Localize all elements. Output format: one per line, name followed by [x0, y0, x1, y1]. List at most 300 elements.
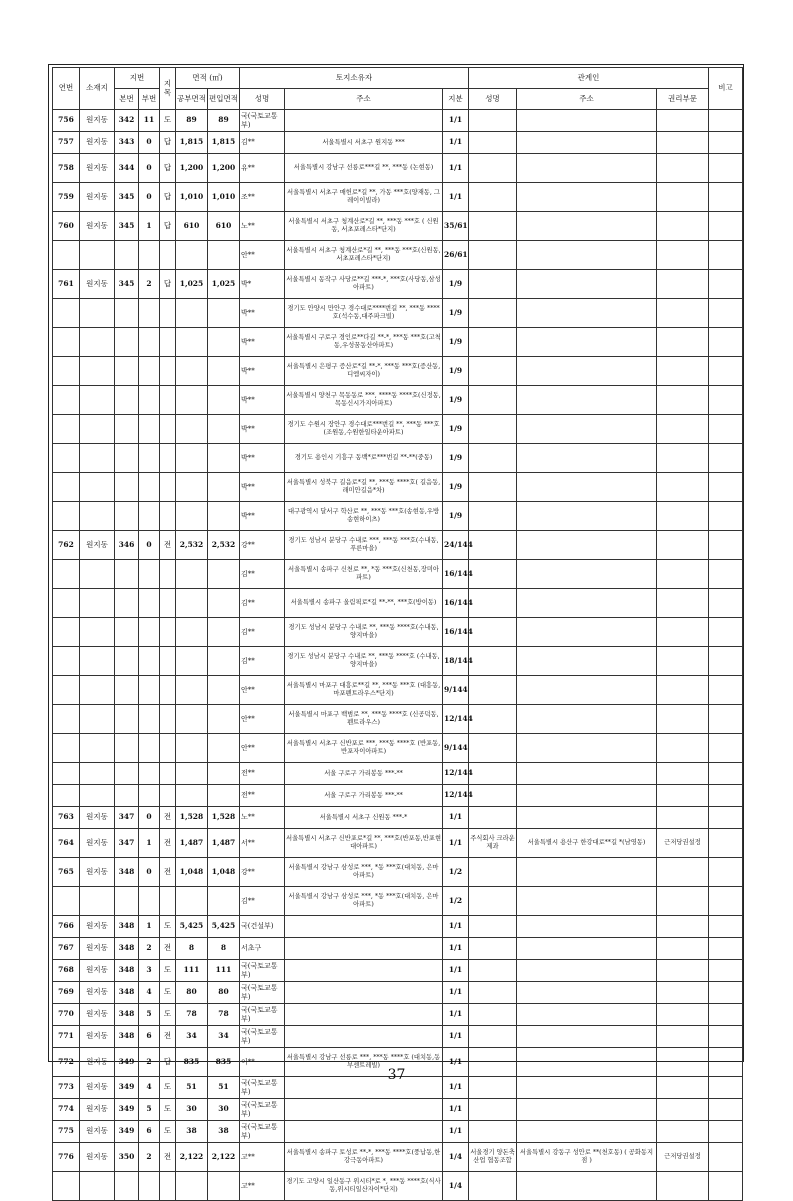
- cell-lot-main: 349: [115, 1077, 139, 1099]
- cell-lot-main: 350: [115, 1143, 139, 1172]
- cell-location: [80, 887, 115, 916]
- cell-owner-name: 고**: [240, 1172, 285, 1201]
- cell-rh-right: [657, 938, 709, 960]
- cell-lot-sub: [139, 1172, 160, 1201]
- cell-share: 35/61: [443, 212, 469, 241]
- cell-owner-address: 서울특별시 서초구 청계산로*길 **, ***동 ***호 ( 신원동, 서초포레스타*단지): [285, 212, 443, 241]
- cell-owner-name: 국(국토교통부): [240, 1121, 285, 1143]
- table-row: [53, 444, 743, 473]
- cell-lot-sub: 4: [139, 1077, 160, 1099]
- cell-share: 1/1: [443, 1048, 469, 1077]
- cell-share: 1/1: [443, 1004, 469, 1026]
- cell-rh-address: [517, 386, 657, 415]
- cell-area-official: [176, 676, 208, 705]
- cell-land-type: 전: [160, 807, 176, 829]
- cell-rh-address: [517, 618, 657, 647]
- cell-rh-address: [517, 270, 657, 299]
- cell-area-incorp: 30: [208, 1099, 240, 1121]
- cell-area-incorp: 78: [208, 1004, 240, 1026]
- header-owner-name: 성명: [240, 89, 285, 110]
- cell-owner-name: 국(국토교통부): [240, 1077, 285, 1099]
- cell-owner-name: 이**: [240, 1048, 285, 1077]
- cell-rh-name: 주식회사 크라운제과: [469, 829, 517, 858]
- table-row: [53, 982, 743, 1004]
- cell-land-type: 답: [160, 212, 176, 241]
- cell-lot-main: [115, 734, 139, 763]
- cell-remark: [709, 386, 743, 415]
- cell-land-type: [160, 241, 176, 270]
- cell-share: 1/9: [443, 328, 469, 357]
- cell-row-no: 765: [53, 858, 80, 887]
- cell-rh-address: [517, 982, 657, 1004]
- cell-rh-name: [469, 299, 517, 328]
- cell-row-no: [53, 241, 80, 270]
- cell-rh-address: [517, 357, 657, 386]
- cell-owner-name: 국(국토교통부): [240, 1099, 285, 1121]
- cell-lot-sub: 2: [139, 1048, 160, 1077]
- cell-area-incorp: [208, 328, 240, 357]
- cell-owner-address: 서울특별시 송파구 올림픽로*길 **-**, ***호(방이동): [285, 589, 443, 618]
- cell-rh-right: [657, 502, 709, 531]
- cell-area-official: [176, 763, 208, 785]
- cell-owner-address: 경기도 용인시 기흥구 동백*로***번길 **-**(중동): [285, 444, 443, 473]
- cell-area-incorp: 34: [208, 1026, 240, 1048]
- cell-owner-address: [285, 1099, 443, 1121]
- cell-row-no: 774: [53, 1099, 80, 1121]
- cell-rh-address: [517, 328, 657, 357]
- cell-owner-name: 강**: [240, 531, 285, 560]
- cell-rh-address: [517, 858, 657, 887]
- header-area-official: 공부면적: [176, 89, 208, 110]
- cell-location: 원지동: [80, 183, 115, 212]
- cell-land-type: [160, 647, 176, 676]
- cell-owner-name: 김**: [240, 887, 285, 916]
- cell-location: 원지동: [80, 960, 115, 982]
- cell-lot-main: 345: [115, 270, 139, 299]
- cell-area-incorp: 1,200: [208, 154, 240, 183]
- cell-rh-right: [657, 183, 709, 212]
- table-row: [53, 785, 743, 807]
- cell-lot-main: 342: [115, 110, 139, 132]
- cell-lot-sub: [139, 299, 160, 328]
- cell-share: 1/1: [443, 829, 469, 858]
- cell-rh-address: [517, 241, 657, 270]
- cell-lot-main: [115, 887, 139, 916]
- cell-owner-address: 서울특별시 동작구 사당로**길 ***-*, ***호(사당동,삼성아파트): [285, 270, 443, 299]
- cell-row-no: [53, 386, 80, 415]
- cell-location: 원지동: [80, 938, 115, 960]
- cell-lot-main: 348: [115, 938, 139, 960]
- cell-location: [80, 415, 115, 444]
- cell-land-type: [160, 502, 176, 531]
- cell-area-official: 1,200: [176, 154, 208, 183]
- cell-owner-name: 박**: [240, 473, 285, 502]
- cell-rh-name: [469, 241, 517, 270]
- cell-row-no: [53, 763, 80, 785]
- cell-owner-name: 조**: [240, 183, 285, 212]
- cell-remark: [709, 357, 743, 386]
- cell-owner-address: 경기도 수원시 장안구 경수대로***번길 **, ***동 ***호(조원동,수원한일타운아파트): [285, 415, 443, 444]
- cell-lot-sub: 2: [139, 938, 160, 960]
- cell-lot-main: [115, 473, 139, 502]
- cell-owner-address: 서울특별시 서초구 청계산로*길 **, ***동 ***호(신원동, 서초포레스타*단지): [285, 241, 443, 270]
- cell-area-incorp: 89: [208, 110, 240, 132]
- table-row: [53, 1121, 743, 1143]
- cell-land-type: 도: [160, 110, 176, 132]
- cell-remark: [709, 647, 743, 676]
- cell-remark: [709, 328, 743, 357]
- cell-row-no: [53, 887, 80, 916]
- cell-row-no: 775: [53, 1121, 80, 1143]
- cell-share: 1/2: [443, 887, 469, 916]
- cell-remark: [709, 560, 743, 589]
- cell-area-official: 34: [176, 1026, 208, 1048]
- cell-location: 원지동: [80, 829, 115, 858]
- cell-row-no: [53, 618, 80, 647]
- cell-lot-sub: 0: [139, 154, 160, 183]
- cell-owner-name: 국(국토교통부): [240, 110, 285, 132]
- cell-rh-right: [657, 560, 709, 589]
- table-row: [53, 1172, 743, 1201]
- cell-area-incorp: [208, 676, 240, 705]
- header-rh-right: 권리부문: [657, 89, 709, 110]
- cell-owner-address: 서울특별시 서초구 신반포로*길 **, ***호(반포동,반포현대아파트): [285, 829, 443, 858]
- cell-rh-right: [657, 960, 709, 982]
- cell-lot-sub: [139, 618, 160, 647]
- cell-lot-sub: 6: [139, 1121, 160, 1143]
- cell-lot-main: 345: [115, 183, 139, 212]
- cell-rh-address: [517, 1121, 657, 1143]
- cell-rh-right: [657, 858, 709, 887]
- cell-area-incorp: 2,122: [208, 1143, 240, 1172]
- cell-owner-address: 경기도 성남시 분당구 수내로 **, ***동 ****호(수내동,양지마을): [285, 618, 443, 647]
- cell-lot-sub: [139, 676, 160, 705]
- cell-owner-name: 김**: [240, 132, 285, 154]
- table-row: [53, 705, 743, 734]
- cell-lot-sub: [139, 328, 160, 357]
- cell-owner-name: 국(국토교통부): [240, 960, 285, 982]
- table-row: [53, 502, 743, 531]
- cell-area-official: 1,025: [176, 270, 208, 299]
- cell-owner-address: [285, 960, 443, 982]
- cell-land-type: [160, 1172, 176, 1201]
- cell-area-official: 5,425: [176, 916, 208, 938]
- cell-lot-sub: [139, 444, 160, 473]
- cell-owner-name: 노**: [240, 212, 285, 241]
- cell-rh-right: [657, 1099, 709, 1121]
- cell-land-type: [160, 887, 176, 916]
- cell-owner-address: 서울특별시 서초구 신원동 ***-*: [285, 807, 443, 829]
- cell-rh-right: [657, 676, 709, 705]
- cell-lot-main: [115, 1172, 139, 1201]
- table-row: [53, 676, 743, 705]
- cell-area-incorp: 835: [208, 1048, 240, 1077]
- cell-rh-address: [517, 1026, 657, 1048]
- cell-remark: [709, 212, 743, 241]
- cell-lot-main: [115, 415, 139, 444]
- cell-location: 원지동: [80, 1004, 115, 1026]
- cell-owner-name: 김**: [240, 618, 285, 647]
- cell-area-incorp: 1,487: [208, 829, 240, 858]
- cell-land-type: [160, 386, 176, 415]
- cell-area-official: [176, 415, 208, 444]
- cell-owner-name: 국(건설부): [240, 916, 285, 938]
- cell-share: 1/1: [443, 1077, 469, 1099]
- cell-remark: [709, 734, 743, 763]
- cell-rh-right: [657, 299, 709, 328]
- cell-rh-right: [657, 473, 709, 502]
- header-area-incorp: 편입면적: [208, 89, 240, 110]
- cell-share: 16/144: [443, 589, 469, 618]
- cell-row-no: [53, 328, 80, 357]
- cell-share: 12/144: [443, 763, 469, 785]
- cell-area-incorp: [208, 386, 240, 415]
- cell-share: 16/144: [443, 560, 469, 589]
- cell-lot-main: 344: [115, 154, 139, 183]
- cell-rh-right: [657, 916, 709, 938]
- cell-remark: [709, 705, 743, 734]
- table-row: [53, 589, 743, 618]
- cell-location: 원지동: [80, 916, 115, 938]
- cell-share: 1/4: [443, 1143, 469, 1172]
- cell-owner-name: 고**: [240, 1143, 285, 1172]
- cell-rh-address: [517, 785, 657, 807]
- cell-land-type: [160, 473, 176, 502]
- table-row: [53, 299, 743, 328]
- cell-area-incorp: [208, 299, 240, 328]
- cell-area-official: [176, 785, 208, 807]
- cell-area-official: [176, 328, 208, 357]
- cell-owner-name: 안**: [240, 241, 285, 270]
- cell-land-type: 도: [160, 1121, 176, 1143]
- cell-location: [80, 763, 115, 785]
- table-row: [53, 212, 743, 241]
- cell-rh-name: [469, 1099, 517, 1121]
- cell-lot-sub: [139, 887, 160, 916]
- cell-area-official: 30: [176, 1099, 208, 1121]
- cell-rh-right: [657, 415, 709, 444]
- cell-location: [80, 589, 115, 618]
- cell-location: [80, 328, 115, 357]
- cell-rh-name: [469, 647, 517, 676]
- cell-rh-name: [469, 270, 517, 299]
- cell-owner-address: 서울특별시 구로구 경인로**다길 **-*, ***동 ***호(고척동,우성꿈동산아파트): [285, 328, 443, 357]
- cell-lot-sub: 0: [139, 858, 160, 887]
- cell-land-type: 전: [160, 1143, 176, 1172]
- cell-area-official: 78: [176, 1004, 208, 1026]
- cell-location: 원지동: [80, 1121, 115, 1143]
- cell-share: 1/1: [443, 916, 469, 938]
- cell-remark: [709, 1026, 743, 1048]
- table-row: [53, 618, 743, 647]
- table-row: [53, 415, 743, 444]
- cell-lot-main: [115, 618, 139, 647]
- cell-share: 1/9: [443, 415, 469, 444]
- cell-lot-main: [115, 560, 139, 589]
- table-row: [53, 110, 743, 132]
- cell-owner-name: 김**: [240, 560, 285, 589]
- cell-remark: [709, 982, 743, 1004]
- cell-lot-sub: [139, 415, 160, 444]
- cell-rh-name: [469, 887, 517, 916]
- cell-rh-right: [657, 705, 709, 734]
- header-rh-name: 성명: [469, 89, 517, 110]
- header-area: 면적 (㎡): [176, 68, 240, 89]
- cell-rh-address: [517, 110, 657, 132]
- cell-lot-sub: [139, 473, 160, 502]
- cell-share: 9/144: [443, 734, 469, 763]
- cell-remark: [709, 299, 743, 328]
- cell-lot-main: 349: [115, 1099, 139, 1121]
- table-body: [53, 110, 743, 1201]
- cell-rh-name: [469, 763, 517, 785]
- cell-rh-name: 서울경기 양돈축산업 협동조합: [469, 1143, 517, 1172]
- cell-rh-name: [469, 1172, 517, 1201]
- cell-lot-sub: 0: [139, 132, 160, 154]
- cell-rh-right: [657, 328, 709, 357]
- cell-owner-name: 박**: [240, 444, 285, 473]
- cell-location: 원지동: [80, 132, 115, 154]
- cell-share: 1/4: [443, 1172, 469, 1201]
- cell-rh-address: [517, 589, 657, 618]
- cell-rh-name: [469, 386, 517, 415]
- table-row: [53, 270, 743, 299]
- cell-row-no: 762: [53, 531, 80, 560]
- cell-owner-address: 서울특별시 서초구 신반포로 ***, ***동 ****호 (반포동,반포자이아파트): [285, 734, 443, 763]
- cell-owner-name: 박**: [240, 386, 285, 415]
- cell-rh-address: [517, 444, 657, 473]
- cell-land-type: 전: [160, 858, 176, 887]
- cell-rh-address: [517, 502, 657, 531]
- cell-land-type: [160, 618, 176, 647]
- table-row: [53, 1143, 743, 1172]
- cell-rh-right: [657, 357, 709, 386]
- cell-rh-address: [517, 705, 657, 734]
- cell-area-official: [176, 734, 208, 763]
- cell-area-incorp: [208, 618, 240, 647]
- cell-share: 1/9: [443, 386, 469, 415]
- cell-owner-name: 국(국토교통부): [240, 1004, 285, 1026]
- cell-owner-address: 서울특별시 양천구 목동동로 ***, ****동 ****호(신정동,목동신시가지아파트): [285, 386, 443, 415]
- cell-row-no: [53, 299, 80, 328]
- cell-owner-name: 전**: [240, 785, 285, 807]
- cell-location: 원지동: [80, 1077, 115, 1099]
- cell-owner-address: 서울특별시 서초구 원지동 ***: [285, 132, 443, 154]
- cell-rh-address: [517, 132, 657, 154]
- cell-rh-right: [657, 110, 709, 132]
- cell-remark: [709, 618, 743, 647]
- cell-remark: [709, 444, 743, 473]
- cell-land-type: [160, 299, 176, 328]
- cell-share: 12/144: [443, 705, 469, 734]
- cell-owner-address: [285, 1004, 443, 1026]
- cell-owner-address: 서울특별시 강남구 삼성로 ***, *동 ***호(대치동, 은마아파트): [285, 858, 443, 887]
- cell-owner-address: [285, 982, 443, 1004]
- cell-remark: [709, 676, 743, 705]
- cell-location: [80, 705, 115, 734]
- cell-area-official: [176, 502, 208, 531]
- cell-area-incorp: 1,815: [208, 132, 240, 154]
- cell-lot-main: [115, 502, 139, 531]
- cell-remark: [709, 270, 743, 299]
- header-remark: 비고: [709, 68, 743, 110]
- table-row: [53, 1004, 743, 1026]
- cell-rh-address: [517, 960, 657, 982]
- header-land-type: 지목: [160, 68, 176, 110]
- cell-area-official: [176, 386, 208, 415]
- cell-land-type: [160, 357, 176, 386]
- cell-lot-sub: [139, 705, 160, 734]
- cell-area-incorp: [208, 1172, 240, 1201]
- cell-remark: [709, 473, 743, 502]
- cell-share: 1/1: [443, 1026, 469, 1048]
- header-owner: 토지소유자: [240, 68, 469, 89]
- cell-lot-main: [115, 299, 139, 328]
- cell-location: 원지동: [80, 1143, 115, 1172]
- cell-row-no: [53, 1172, 80, 1201]
- cell-owner-name: 박**: [240, 299, 285, 328]
- cell-lot-sub: 6: [139, 1026, 160, 1048]
- cell-area-official: [176, 618, 208, 647]
- cell-land-type: [160, 734, 176, 763]
- header-lot: 지번: [115, 68, 160, 89]
- cell-rh-address: [517, 734, 657, 763]
- cell-location: 원지동: [80, 212, 115, 241]
- cell-rh-address: 서울특별시 강동구 성안로 **(천호동) ( 공화동지점 ): [517, 1143, 657, 1172]
- cell-rh-right: [657, 132, 709, 154]
- cell-location: [80, 241, 115, 270]
- cell-area-incorp: [208, 705, 240, 734]
- cell-area-official: 80: [176, 982, 208, 1004]
- cell-rh-address: [517, 212, 657, 241]
- cell-rh-address: [517, 560, 657, 589]
- cell-area-official: [176, 357, 208, 386]
- cell-location: [80, 444, 115, 473]
- cell-location: [80, 386, 115, 415]
- cell-location: 원지동: [80, 1026, 115, 1048]
- cell-remark: [709, 531, 743, 560]
- cell-rh-name: [469, 560, 517, 589]
- cell-remark: [709, 110, 743, 132]
- cell-lot-sub: 2: [139, 1143, 160, 1172]
- cell-land-type: [160, 785, 176, 807]
- cell-remark: [709, 763, 743, 785]
- cell-rh-name: [469, 473, 517, 502]
- cell-row-no: 776: [53, 1143, 80, 1172]
- cell-rh-address: [517, 415, 657, 444]
- cell-share: 1/9: [443, 444, 469, 473]
- cell-lot-main: 348: [115, 982, 139, 1004]
- cell-land-type: [160, 444, 176, 473]
- cell-row-no: 767: [53, 938, 80, 960]
- cell-remark: [709, 415, 743, 444]
- cell-rh-name: [469, 858, 517, 887]
- cell-row-no: 770: [53, 1004, 80, 1026]
- cell-area-incorp: [208, 241, 240, 270]
- cell-area-incorp: [208, 357, 240, 386]
- header-lot-sub: 부번: [139, 89, 160, 110]
- cell-land-type: [160, 328, 176, 357]
- cell-rh-address: [517, 647, 657, 676]
- cell-lot-sub: [139, 560, 160, 589]
- cell-rh-address: [517, 887, 657, 916]
- cell-area-official: 1,048: [176, 858, 208, 887]
- cell-lot-sub: [139, 785, 160, 807]
- table-row: [53, 241, 743, 270]
- cell-land-type: 전: [160, 531, 176, 560]
- cell-land-type: 답: [160, 270, 176, 299]
- cell-owner-name: 김**: [240, 589, 285, 618]
